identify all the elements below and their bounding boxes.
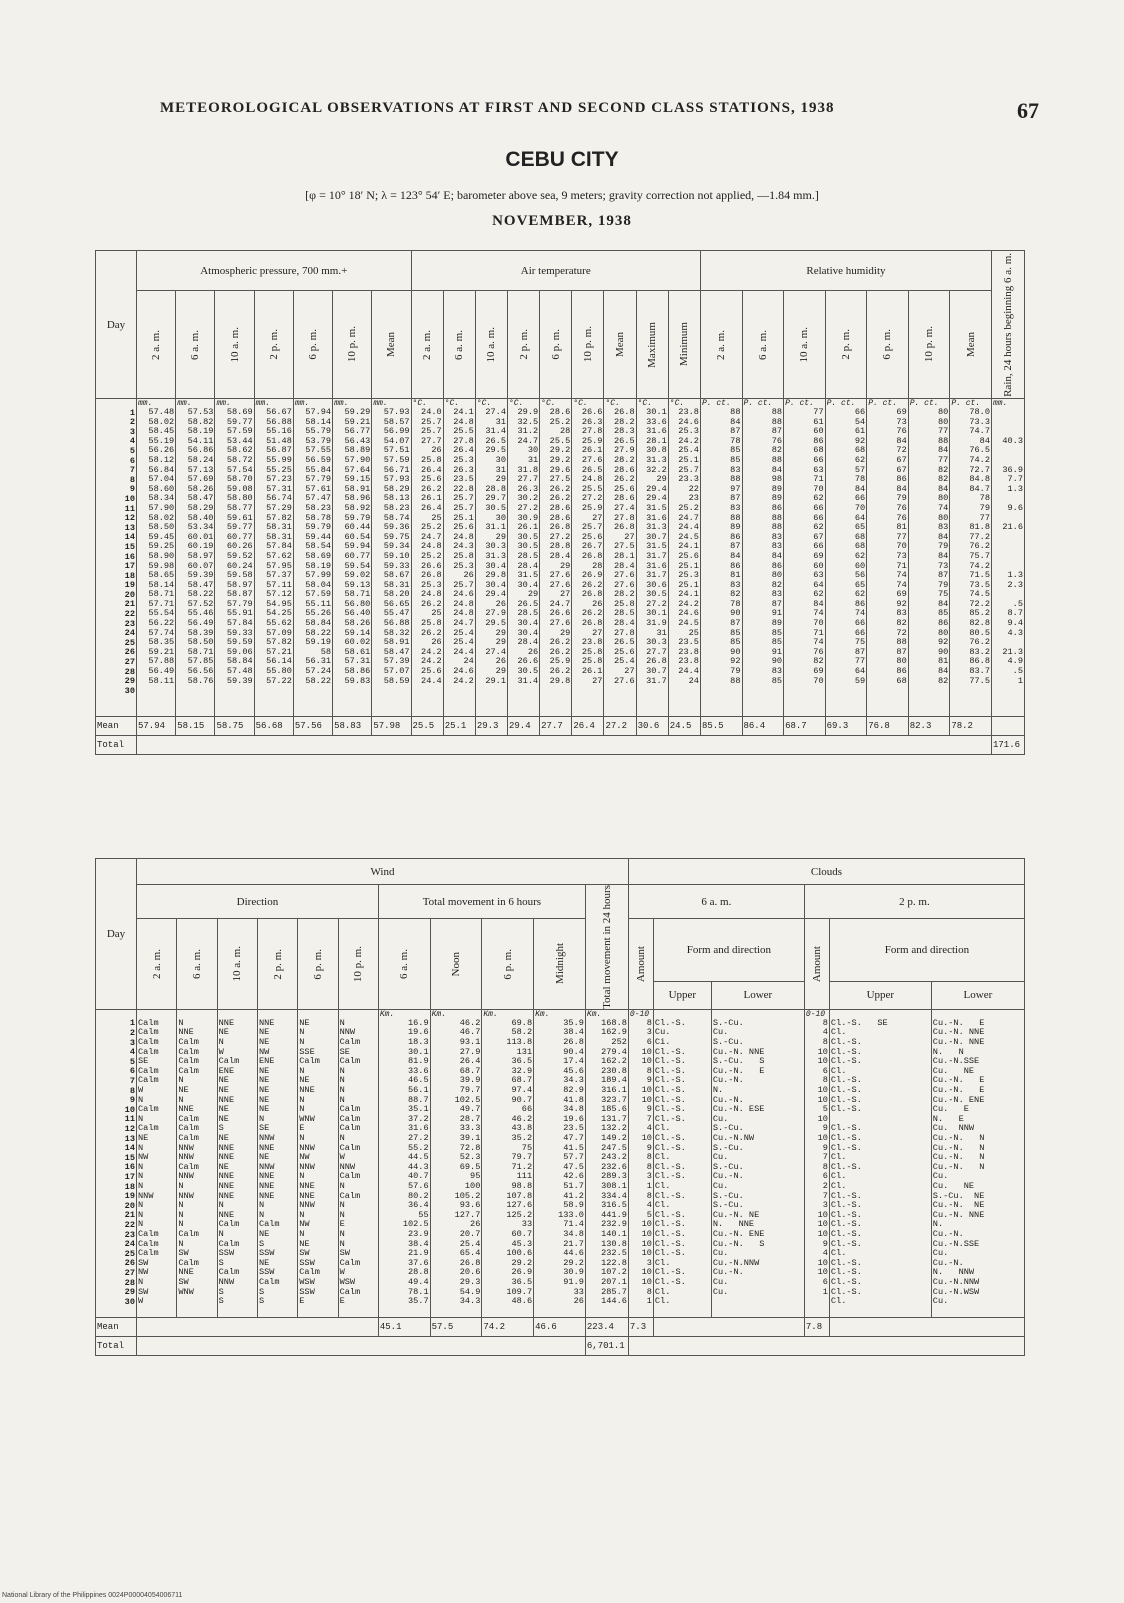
col-header: 10 a. m.: [475, 291, 507, 399]
direction-10am: NNE NE N W Calm ENE NE NE NNE NE NE S NE NNE NNE NE NNE NNE NNE N NNE Calm N Calm SSW S Calm NNW S S: [217, 1009, 257, 1317]
mean-value: 27.2: [604, 717, 636, 736]
total-rain: 171.6: [992, 736, 1025, 755]
mean-blank: [829, 1317, 1024, 1336]
col-header: 10 a. m.: [215, 291, 254, 399]
lower-6am-header: Lower: [711, 981, 804, 1009]
col-header: 2 a. m.: [411, 291, 443, 399]
mean-value: 29.4: [508, 717, 540, 736]
day-header: Day: [96, 859, 137, 1010]
humidity-group-header: Relative humidity: [700, 251, 991, 291]
cloud-upper-2pm: Cl.-S. SE Cl. Cl.-S. Cl.-S. Cl.-S. Cl. Cl.-S. Cl.-S. Cl.-S. Cl.-S. Cl.-S. Cl.-S. Cl.-S. Cl. Cl.-S. Cl. Cl. Cl.-S. Cl.-S. Cl.-S. Cl.-S. Cl.-S. Cl.-S. Cl. Cl.-S. Cl.-S. Cl.-S. Cl.-S. Cl.: [829, 1009, 931, 1317]
day-header: Day: [96, 251, 137, 399]
pressure-2pm: mm. 56.67 56.88 55.16 51.48 56.87 55.99 55.25 57.23 57.31 56.74 57.29 57.82 58.31 58.31 57.84 57.62 57.95 57.37 57.11 57.12 54.95 54.25 55.62 57.09 57.82 57.21 56.14 55.80 57.22: [254, 399, 293, 717]
col-header: 2 a. m.: [137, 291, 176, 399]
temp-6am: °C. 24.1 24.8 25.5 27.8 26.4 25.3 26.3 23.5 22.8 25.7 25.7 25.1 25.6 24.8 24.3 25.8 25.3 26 25.7 24.6 24.8 24.8 24.7 25.4 25.4 24.4 24 24.6 24.2: [443, 399, 475, 717]
movement-6am: Km. 16.9 19.6 18.3 30.1 81.9 33.6 46.5 56.1 88.7 35.1 37.2 31.6 27.2 55.2 44.5 44.3 40.7 57.6 80.2 36.4 55 102.5 23.9 38.4 21.9 37.6 28.8 49.4 78.1 35.7: [378, 1009, 430, 1317]
mean-value: 82.3: [908, 717, 950, 736]
temp-mean: °C. 26.8 28.2 28.3 26.5 27.9 28.2 28.6 26.2 25.6 28.6 27.4 27.8 26.8 27 27.5 28.1 28.4 27.6 27.6 28.2 25.8 28.5 28.4 27.8 26.5 25.6 25.4 27 27.6: [604, 399, 636, 717]
rain-header: Rain, 24 hours beginning 6 a. m.: [992, 251, 1025, 399]
wind-group-header: Wind: [137, 859, 629, 885]
pressure-mean: mm. 57.93 58.57 56.99 54.07 57.51 57.59 56.71 57.93 58.29 58.13 58.23 58.74 59.36 59.75 59.34 59.10 59.33 58.67 58.31 58.20 56.65 55.47 56.88 58.32 58.91 58.47 57.39 57.07 58.59: [372, 399, 411, 717]
day-column: 1 2 3 4 5 6 7 8 9 10 11 12 13 14 15 16 17 18 19 20 21 22 23 24 25 26 27 28 29 30: [96, 399, 137, 717]
mean-blank: [653, 1317, 804, 1336]
mean-value: 7.3: [628, 1317, 653, 1336]
humidity-2am: P. ct. 88 84 87 78 85 85 83 88 97 87 83 88 89 86 87 84 86 81 83 82 78 90 87 85 85 90 92 79 88: [700, 399, 742, 717]
mean-value: 24.5: [668, 717, 700, 736]
total-movement: 6,701.1: [585, 1336, 628, 1355]
month-title: NOVEMBER, 1938: [492, 213, 632, 229]
day-column: 1 2 3 4 5 6 7 8 9 10 11 12 13 14 15 16 17 18 19 20 21 22 23 24 25 26 27 28 29 30: [96, 1009, 137, 1317]
col-header: Maximum: [636, 291, 668, 399]
observations-table-1: [95, 250, 1025, 755]
col-header: 6 a. m.: [742, 291, 784, 399]
movement-midnight: Km. 35.9 38.4 26.8 90.4 17.4 45.6 34.3 82.9 41.8 34.8 19.6 23.5 47.7 41.5 57.7 47.5 42.6 51.7 41.2 58.9 133.0 71.4 34.8 21.7 44.6 29.2 30.9 91.9 33 26: [534, 1009, 586, 1317]
direction-6am: N NNE Calm Calm Calm Calm N NE N NNE Calm Calm Calm NNW NNW Calm NNW N NNW N N N Calm N SW Calm NNE SW WNW: [177, 1009, 217, 1317]
col-header: 6 a. m.: [443, 291, 475, 399]
observations-table-2: [95, 858, 1025, 1356]
amount-6am-header: Amount: [628, 919, 653, 1010]
direction-2pm: NNE NE NE NW ENE NE NE NE NE NE N SE NNW NNE NE NNW NNE NNE NNE N N Calm NE S SSW NE SSW Calm S S: [257, 1009, 297, 1317]
col-header: Midnight: [534, 919, 586, 1010]
col-header: 10 p. m.: [572, 291, 604, 399]
humidity-2pm: P. ct. 66 54 61 92 68 62 57 78 84 66 70 64 65 68 68 62 60 56 65 62 86 74 66 66 75 87 77 64 59: [825, 399, 867, 717]
total-blank: [137, 1336, 586, 1355]
total-row-blank: [137, 736, 992, 755]
mean-value: 57.98: [372, 717, 411, 736]
col-header: 2 p. m.: [508, 291, 540, 399]
mean-blank: [137, 1317, 379, 1336]
pressure-6am: mm. 57.53 58.82 58.19 54.11 56.86 58.24 57.13 57.69 58.26 58.47 58.29 58.40 53.34 60.01 60.19 58.97 60.07 59.39 58.47 58.22 57.52 55.46 56.49 58.39 58.50 58.71 57.85 56.56 58.76: [176, 399, 215, 717]
col-header: 6 a. m.: [378, 919, 430, 1010]
total-row-label: Total: [96, 1336, 137, 1355]
mean-value: 78.2: [950, 717, 992, 736]
col-header: 2 p. m.: [257, 919, 297, 1010]
col-header: 10 a. m.: [217, 919, 257, 1010]
movement-6pm: Km. 69.8 58.2 113.8 131 36.5 32.9 68.7 97.4 90.7 66 46.2 43.8 35.2 75 79.7 71.2 111 98.8 107.8 127.6 125.2 33 60.7 45.3 100.6 29.2 26.9 36.5 109.7 48.6: [482, 1009, 534, 1317]
humidity-10pm: P. ct. 80 80 77 88 84 77 82 82 84 80 74 80 83 84 79 84 73 87 79 75 84 85 86 80 92 90 81 84 82: [908, 399, 950, 717]
direction-2am: Calm Calm Calm Calm SE Calm Calm W N Calm N Calm NE N NW N N N NNW N N N Calm Calm Calm SW NW N SW W: [137, 1009, 177, 1317]
mean-value: 26.4: [572, 717, 604, 736]
humidity-10am: P. ct. 77 61 60 86 68 66 63 71 70 62 66 66 62 67 66 69 60 63 64 62 84 74 70 71 74 76 82 69 70: [784, 399, 826, 717]
mean-value: 58.75: [215, 717, 254, 736]
col-header: 10 p. m.: [338, 919, 378, 1010]
clouds-group-header: Clouds: [628, 859, 1024, 885]
mean-value: 25.1: [443, 717, 475, 736]
mean-value: 86.4: [742, 717, 784, 736]
direction-header: Direction: [137, 885, 379, 919]
mean-value: 69.3: [825, 717, 867, 736]
col-header: 6 p. m.: [298, 919, 338, 1010]
mean-value: 56.68: [254, 717, 293, 736]
pressure-10am: mm. 58.69 59.77 57.59 53.44 58.62 58.72 57.54 58.70 59.08 58.80 58.77 59.61 59.77 60.77 60.26 59.52 60.24 59.58 58.97 58.87 57.79 55.91 57.84 59.33 59.59 59.06 58.84 57.48 59.39: [215, 399, 254, 717]
temp-6pm: °C. 28.6 25.2 28 25.5 29.2 29.2 29.6 27.5 26.2 26.2 28.6 28.6 26.8 27.2 28.8 28.4 29 27.6 27.6 27 24.7 26.6 27.6 29 26.2 26.2 25.9 26.2 29.8: [540, 399, 572, 717]
total24-header: Total movement in 24 hours: [585, 885, 628, 1010]
mean-value: 68.7: [784, 717, 826, 736]
temp-maximum: °C. 30.1 33.6 31.6 28.1 30.8 31.3 32.2 29 29.4 29.4 31.5 31.6 31.3 30.7 31.5 31.7 31.6 31.7 30.6 30.5 27.2 30.1 31.9 31 30.3 27.7 26.8 30.7 31.7: [636, 399, 668, 717]
mean-value: 85.5: [700, 717, 742, 736]
cloud-lower-6am: S.-Cu. Cu. S.-Cu. Cu.-N. NNE S.-Cu. S Cu.-N. E Cu.-N. N. Cu.-N. Cu.-N. ESE Cu. S.-Cu. Cu.-N.NW S.-Cu. Cu. S.-Cu. Cu.-N. Cu. S.-Cu. S.-Cu. Cu.-N. NE N. NNE Cu.-N. ENE Cu.-N. S Cu. Cu.-N.NNW Cu.-N. Cu. Cu.: [711, 1009, 804, 1317]
temp-10pm: °C. 26.6 26.3 27.8 25.9 26.1 27.6 26.5 24.8 25.5 27.2 25.9 27 25.7 25.6 26.7 26.8 28 26.9 26.2 26.8 26 26.2 26.8 27 23.8 25.8 25.8 26.1 27: [572, 399, 604, 717]
mean-value: 57.94: [137, 717, 176, 736]
pressure-10pm: mm. 59.29 59.21 56.77 56.43 58.89 57.90 57.64 59.15 58.91 58.96 58.92 59.79 60.44 60.54 59.94 60.77 59.54 59.02 59.13 58.71 56.80 56.40 58.26 59.14 60.02 58.61 57.31 58.86 59.83: [333, 399, 372, 717]
upper-2pm-header: Upper: [829, 981, 931, 1009]
col-header: 2 a. m.: [137, 919, 177, 1010]
clouds-2pm-header: 2 p. m.: [804, 885, 1024, 919]
col-header: Minimum: [668, 291, 700, 399]
page-number: 67: [1017, 98, 1039, 123]
amount-2pm-header: Amount: [804, 919, 829, 1010]
mean-value: 30.6: [636, 717, 668, 736]
col-header: 6 a. m.: [177, 919, 217, 1010]
lower-2pm-header: Lower: [931, 981, 1024, 1009]
humidity-6pm: P. ct. 69 73 76 84 72 67 67 86 84 79 76 76 81 77 70 73 71 74 74 69 92 83 82 72 88 87 80 86 68: [867, 399, 909, 717]
pressure-6pm: mm. 57.94 58.14 55.79 53.79 57.55 56.59 55.84 57.79 57.61 57.47 58.23 58.78 59.79 59.44 58.54 58.69 58.19 57.99 58.04 57.59 55.11 55.26 58.84 58.22 59.19 58 56.31 57.24 58.22: [293, 399, 332, 717]
cloud-amount-6am: 0-10 8 3 6 10 10 8 9 10 10 9 7 4 10 9 8 8 3 1 8 4 5 10 10 10 10 3 10 10 8 1: [628, 1009, 653, 1317]
humidity-6am: P. ct. 88 88 87 76 82 88 84 98 89 89 86 88 88 83 83 84 86 80 82 83 87 91 89 85 85 91 90 83 85: [742, 399, 784, 717]
col-header: Mean: [604, 291, 636, 399]
mean-value: 7.8: [804, 1317, 829, 1336]
mean-value: 223.4: [585, 1317, 628, 1336]
col-header: 6 p. m.: [540, 291, 572, 399]
mean-row-label: Mean: [96, 717, 137, 736]
mean-value: 74.2: [482, 1317, 534, 1336]
cloud-amount-2pm: 0-10 8 4 8 10 10 6 8 10 10 5 10 9 10 9 7 8 6 2 7 3 10 10 10 9 4 10 10 6 1: [804, 1009, 829, 1317]
total-row-label: Total: [96, 736, 137, 755]
station-name: CEBU CITY: [505, 148, 619, 171]
rain-24h: mm. 40.3 36.9 7.7 1.3 9.6 21.6 1.3 2.3 .5 8.7 9.4 4.3 21.3 4.9 .5 1: [992, 399, 1025, 717]
form-2pm-header: Form and direction: [829, 919, 1024, 982]
col-header: 6 p. m.: [482, 919, 534, 1010]
mean-value: 46.6: [534, 1317, 586, 1336]
movement-header: Total movement in 6 hours: [378, 885, 585, 919]
temp-2am: °C. 24.0 25.7 25.7 27.7 26 25.8 26.4 25.6 26.2 26.1 26.4 25 25.2 24.7 24.8 25.2 26.6 26.8 25.3 24.8 26.2 25 25.8 26.2 26 24.2 24.2 25.6 24.4: [411, 399, 443, 717]
mean-value: 57.56: [293, 717, 332, 736]
temp-10am: °C. 27.4 31 31.4 26.5 29.5 30 31 29 28.8 29.7 30.5 30 31.1 29 30.3 31.3 30.4 29.8 30.4 29.4 26 27.9 29.5 29 29 27.4 26 29 29.1: [475, 399, 507, 717]
temperature-group-header: Air temperature: [411, 251, 700, 291]
running-title: METEOROLOGICAL OBSERVATIONS AT FIRST AND SECOND CLASS STATIONS, 1938: [160, 100, 835, 116]
upper-6am-header: Upper: [653, 981, 711, 1009]
form-6am-header: Form and direction: [653, 919, 804, 982]
temp-minimum: °C. 23.8 24.6 25.3 24.2 25.4 25.1 25.7 23.3 22 23 25.2 24.7 24.4 24.5 24.1 25.6 25.1 25.3 25.1 24.1 24.2 24.6 24.5 25 23.5 23.8 23.8 24.4 24: [668, 399, 700, 717]
pressure-group-header: Atmospheric pressure, 700 mm.+: [137, 251, 412, 291]
col-header: Noon: [430, 919, 482, 1010]
direction-6pm: NE N N SSE Calm N NE NNE N N WNW E N NNW NW NNW N NNE NNE NNW N NW N NE SW SSW Calm WSW SSW E: [298, 1009, 338, 1317]
total-blank: [628, 1336, 1024, 1355]
col-header: 6 p. m.: [293, 291, 332, 399]
mean-value: [992, 717, 1025, 736]
mean-value: 27.7: [540, 717, 572, 736]
scan-footer: National Library of the Philippines 0024P00004054006711: [2, 1592, 183, 1599]
mean-value: 25.5: [411, 717, 443, 736]
temp-2pm: °C. 29.9 32.5 31.2 24.7 30 31 31.8 27.7 26.3 30.2 27.2 30.9 26.1 30.5 30.5 28.5 28.4 31.5 30.4 29 26.5 28.5 30.4 30.4 28.4 26 26.6 30.5 31.4: [508, 399, 540, 717]
clouds-6am-header: 6 a. m.: [628, 885, 804, 919]
humidity-mean: P. ct. 78.0 73.3 74.7 84 76.5 74.2 72.7 84.8 84.7 78 79 77 81.8 77.2 76.2 75.7 74.2 71.5 73.5 74.5 72.2 85.2 82.8 80.5 76.2 83.2 86.8 83.7 77.5: [950, 399, 992, 717]
direction-10pm: N NNW Calm SE Calm N N N N Calm Calm Calm N Calm W NNW Calm N Calm N N E N N SW Calm W WSW Calm E: [338, 1009, 378, 1317]
station-coordinates: [φ = 10° 18′ N; λ = 123° 54′ E; barometer above sea, 9 meters; gravity correction not applied, —1.84 mm.]: [305, 188, 819, 202]
col-header: Mean: [950, 291, 992, 399]
mean-value: 29.3: [475, 717, 507, 736]
col-header: 10 a. m.: [784, 291, 826, 399]
cloud-upper-6am: Cl.-S. Cu. Ci. Cl.-S. Cl.-S. Cl.-S. Cl.-S. Cl.-S. Cl.-S. Cl.-S. Cl.-S. Cl. Cl.-S. Cl.-S. Cl. Cl.-S. Cl.-S. Cl. Cl.-S. Cl. Cl.-S. Cl.-S. Cl.-S. Cl.-S. Cl.-S. Cl. Cl.-S. Cl.-S. Cl. Cl.: [653, 1009, 711, 1317]
mean-row-label: Mean: [96, 1317, 137, 1336]
col-header: 10 p. m.: [908, 291, 950, 399]
cloud-lower-2pm: Cu.-N. E Cu.-N. NNE Cu.-N. NNE N. N Cu.-N.SSE Cu. NE Cu.-N. E Cu.-N. E Cu.-N. ENE Cu. E N. E Cu. NNW Cu.-N. N Cu.-N. N Cu.-N. N Cu.-N. N Cu. Cu. NE S.-Cu. NE Cu.-N. NE Cu.-N. NNE N. Cu.-N. Cu.-N.SSE Cu. Cu.-N. N. NNW Cu.-N.NNW Cu.-N.WSW Cu.: [931, 1009, 1024, 1317]
col-header: 2 p. m.: [825, 291, 867, 399]
mean-value: 58.83: [333, 717, 372, 736]
col-header: Mean: [372, 291, 411, 399]
pressure-2am: mm. 57.48 58.02 58.45 55.19 56.26 58.12 56.84 57.04 58.60 58.34 57.90 58.02 58.50 59.45 59.25 58.90 59.98 58.65 58.14 58.71 57.71 55.54 56.22 57.74 58.35 59.21 57.88 56.49 58.11: [137, 399, 176, 717]
col-header: 2 a. m.: [700, 291, 742, 399]
mean-value: 76.8: [867, 717, 909, 736]
col-header: 2 p. m.: [254, 291, 293, 399]
movement-noon: Km. 46.2 46.7 93.1 27.9 26.4 68.7 39.9 79.7 102.5 49.7 28.7 33.3 39.1 72.8 52.3 69.5 95 100 105.2 93.6 127.7 26 20.7 25.4 65.4 26.8 20.6 29.3 54.9 34.3: [430, 1009, 482, 1317]
mean-value: 57.5: [430, 1317, 482, 1336]
col-header: 10 p. m.: [333, 291, 372, 399]
mean-value: 45.1: [378, 1317, 430, 1336]
movement-24h: Km. 168.8 162.9 252 279.4 162.2 230.8 189.4 316.1 323.7 185.6 131.7 132.2 149.2 247.5 243.2 232.6 289.3 308.1 334.4 316.5 441.9 232.9 140.1 130.8 232.5 122.8 107.2 207.1 285.7 144.6: [585, 1009, 628, 1317]
col-header: 6 p. m.: [867, 291, 909, 399]
col-header: 6 a. m.: [176, 291, 215, 399]
mean-value: 58.15: [176, 717, 215, 736]
